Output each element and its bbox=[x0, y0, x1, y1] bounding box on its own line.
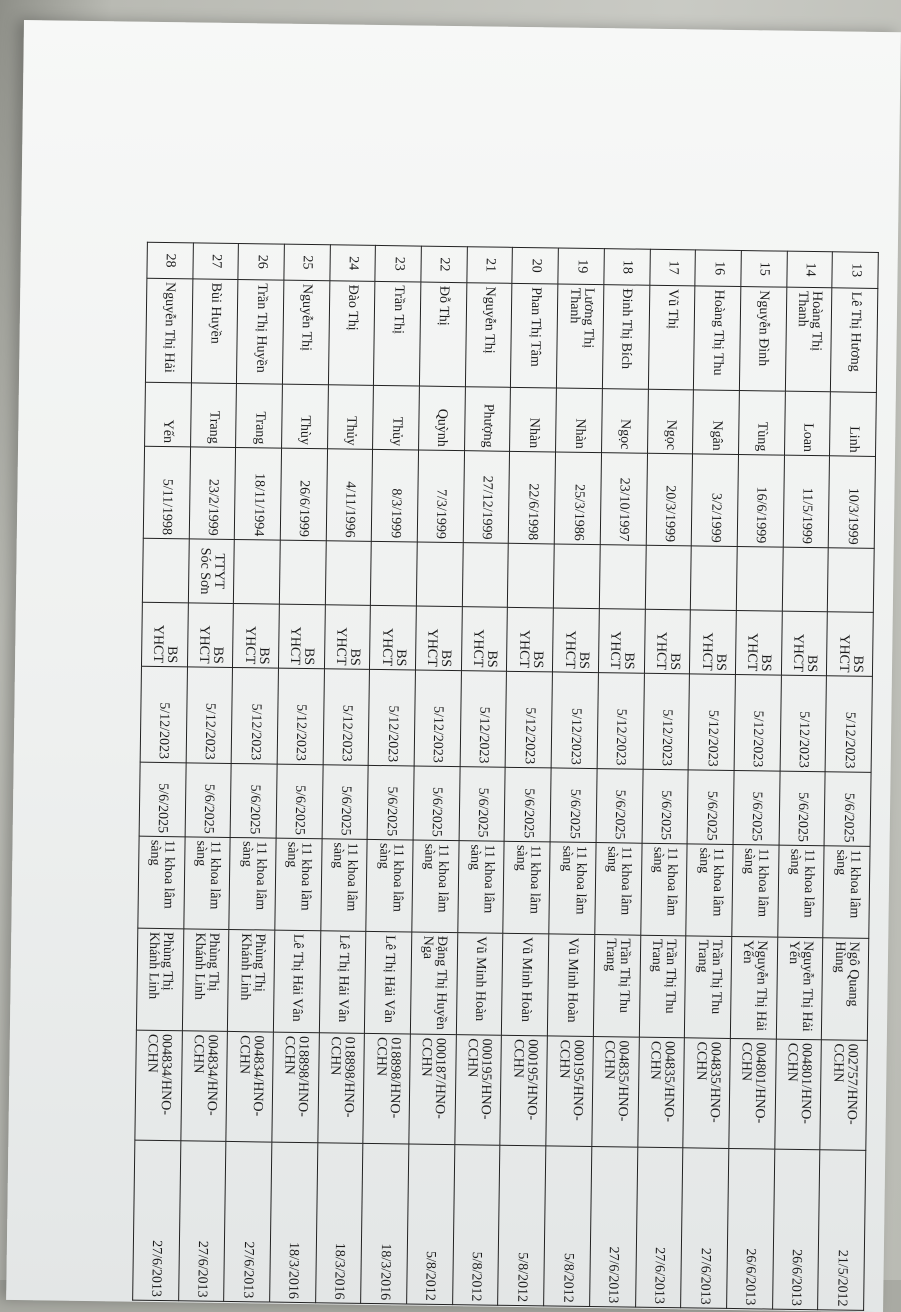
cell-license-number: 018898/HNO-CCHN bbox=[272, 1032, 319, 1143]
cell-degree: BS YHCT bbox=[598, 609, 645, 674]
cell-license-number: 002757/HNO-CCHN bbox=[820, 1040, 867, 1151]
cell-stt: 22 bbox=[421, 246, 467, 283]
cell-stt: 13 bbox=[832, 252, 878, 289]
cell-training-content: 11 khoa lâm sàng bbox=[138, 836, 185, 929]
cell-license-date: 27/6/2013 bbox=[133, 1140, 181, 1301]
cell-license-date: 26/6/2013 bbox=[772, 1149, 820, 1310]
cell-training-content: 11 khoa lâm sàng bbox=[412, 840, 459, 933]
cell-birth-date: 25/3/1986 bbox=[554, 452, 601, 545]
cell-given-name: Tùng bbox=[738, 391, 785, 456]
cell-stt: 19 bbox=[558, 248, 604, 285]
cell-degree: BS YHCT bbox=[279, 604, 326, 669]
cell-start-date: 5/12/2023 bbox=[734, 674, 781, 771]
cell-stt: 21 bbox=[467, 247, 513, 284]
cell-end-date: 5/6/2025 bbox=[733, 770, 780, 845]
cell-workplace bbox=[462, 543, 509, 608]
cell-training-content: 11 khoa lâm sàng bbox=[686, 844, 733, 937]
cell-workplace bbox=[599, 545, 646, 610]
cell-training-content: 11 khoa lâm sàng bbox=[549, 842, 596, 935]
rotated-table-container bbox=[132, 242, 879, 1310]
paper-sheet bbox=[6, 20, 901, 1312]
cell-end-date: 5/6/2025 bbox=[413, 766, 460, 841]
cell-degree: BS YHCT bbox=[781, 611, 828, 676]
cell-end-date: 5/6/2025 bbox=[779, 771, 826, 846]
cell-license-date: 5/8/2012 bbox=[407, 1144, 455, 1305]
cell-birth-date: 23/2/1999 bbox=[189, 447, 236, 540]
cell-degree: BS YHCT bbox=[324, 605, 371, 670]
cell-supervisor: Vũ Minh Hoàn bbox=[456, 933, 503, 1036]
cell-degree: BS YHCT bbox=[690, 610, 737, 675]
cell-start-date: 5/12/2023 bbox=[186, 667, 233, 764]
cell-surname: Phan Thị Tâm bbox=[511, 283, 558, 388]
cell-supervisor: Vũ Minh Hoàn bbox=[502, 933, 549, 1036]
cell-license-number: 000195/HNO-CCHN bbox=[455, 1035, 502, 1146]
cell-end-date: 5/6/2025 bbox=[642, 769, 689, 844]
cell-supervisor: Đặng Thị Huyền Nga bbox=[411, 932, 458, 1035]
cell-birth-date: 11/5/1999 bbox=[783, 455, 830, 548]
cell-surname: Nguyễn Đình bbox=[739, 287, 786, 392]
cell-degree: BS YHCT bbox=[507, 607, 554, 672]
cell-surname: Nguyễn Thị bbox=[465, 283, 512, 388]
cell-birth-date: 23/10/1997 bbox=[600, 453, 647, 546]
cell-stt: 25 bbox=[284, 244, 330, 281]
cell-supervisor: Lê Thị Hải Vân bbox=[319, 931, 366, 1034]
cell-surname: Đinh Thị Bích bbox=[602, 285, 649, 390]
cell-given-name: Thủy bbox=[327, 385, 374, 450]
cell-training-content: 11 khoa lâm sàng bbox=[458, 841, 505, 934]
cell-end-date: 5/6/2025 bbox=[322, 765, 369, 840]
trainee-table bbox=[132, 242, 879, 1311]
cell-supervisor: Lê Thị Hải Vân bbox=[273, 930, 320, 1033]
cell-license-number: 004835/HNO-CCHN bbox=[683, 1038, 730, 1149]
cell-birth-date: 26/6/1999 bbox=[280, 448, 327, 541]
cell-given-name: Trang bbox=[190, 383, 237, 448]
document-area bbox=[56, 111, 865, 1307]
cell-birth-date: 5/11/1998 bbox=[143, 446, 190, 539]
cell-training-content: 11 khoa lâm sàng bbox=[184, 837, 231, 930]
cell-training-content: 11 khoa lâm sàng bbox=[777, 845, 824, 938]
cell-license-date: 26/6/2013 bbox=[727, 1148, 775, 1309]
cell-workplace bbox=[691, 546, 738, 611]
cell-degree: BS YHCT bbox=[827, 612, 874, 677]
cell-start-date: 5/12/2023 bbox=[460, 671, 507, 768]
cell-supervisor: Vũ Minh Hoàn bbox=[548, 934, 595, 1037]
cell-given-name: Trang bbox=[236, 384, 283, 449]
cell-degree: BS YHCT bbox=[233, 603, 280, 668]
cell-given-name: Yến bbox=[145, 382, 192, 447]
cell-workplace bbox=[828, 548, 875, 613]
cell-stt: 14 bbox=[786, 251, 832, 288]
cell-degree: BS YHCT bbox=[141, 602, 188, 667]
cell-end-date: 5/6/2025 bbox=[276, 764, 323, 839]
cell-training-content: 11 khoa lâm sàng bbox=[321, 839, 368, 932]
cell-supervisor: Nguyễn Thị Hải Yến bbox=[730, 936, 777, 1039]
cell-end-date: 5/6/2025 bbox=[230, 763, 277, 838]
cell-degree: BS YHCT bbox=[461, 607, 508, 672]
cell-end-date: 5/6/2025 bbox=[596, 769, 643, 844]
cell-training-content: 11 khoa lâm sàng bbox=[229, 837, 276, 930]
cell-given-name: Loan bbox=[784, 391, 831, 456]
cell-workplace bbox=[142, 538, 189, 603]
cell-supervisor: Ngô Quang Hùng bbox=[822, 938, 869, 1041]
cell-stt: 17 bbox=[649, 249, 695, 286]
cell-license-number: 018898/HNO-CCHN bbox=[318, 1033, 365, 1144]
cell-stt: 27 bbox=[193, 243, 239, 280]
cell-license-number: 004834/HNO-CCHN bbox=[226, 1031, 273, 1142]
cell-workplace bbox=[645, 545, 692, 610]
cell-given-name: Quỳnh bbox=[419, 386, 466, 451]
cell-end-date: 5/6/2025 bbox=[368, 765, 415, 840]
cell-start-date: 5/12/2023 bbox=[825, 676, 872, 773]
cell-start-date: 5/12/2023 bbox=[277, 668, 324, 765]
cell-birth-date: 20/3/1999 bbox=[646, 453, 693, 546]
cell-supervisor: Nguyễn Thị Hải Yến bbox=[776, 937, 823, 1040]
cell-given-name: Thùy bbox=[282, 384, 329, 449]
cell-given-name: Ngân bbox=[693, 390, 740, 455]
cell-end-date: 5/6/2025 bbox=[824, 772, 871, 847]
cell-degree: BS YHCT bbox=[416, 606, 463, 671]
cell-degree: BS YHCT bbox=[644, 609, 691, 674]
cell-workplace bbox=[325, 541, 372, 606]
cell-start-date: 5/12/2023 bbox=[506, 671, 553, 768]
cell-degree: BS YHCT bbox=[553, 608, 600, 673]
cell-license-date: 21/5/2012 bbox=[818, 1150, 866, 1311]
cell-start-date: 5/12/2023 bbox=[780, 675, 827, 772]
cell-license-number: 000195/HNO-CCHN bbox=[500, 1035, 547, 1146]
cell-license-date: 27/6/2013 bbox=[635, 1147, 683, 1308]
cell-stt: 15 bbox=[741, 251, 787, 288]
cell-workplace bbox=[736, 547, 783, 612]
cell-given-name: Nhàn bbox=[556, 388, 603, 453]
cell-given-name: Ngọc bbox=[601, 389, 648, 454]
cell-birth-date: 8/3/1999 bbox=[372, 449, 419, 542]
cell-surname: Nguyễn Thị Hải bbox=[145, 278, 192, 383]
cell-start-date: 5/12/2023 bbox=[688, 674, 735, 771]
cell-start-date: 5/12/2023 bbox=[140, 666, 187, 763]
cell-start-date: 5/12/2023 bbox=[369, 669, 416, 766]
cell-license-date: 27/6/2013 bbox=[589, 1147, 637, 1308]
cell-birth-date: 7/3/1999 bbox=[417, 450, 464, 543]
cell-supervisor: Phùng Thị Khánh Linh bbox=[182, 929, 229, 1032]
cell-workplace bbox=[782, 547, 829, 612]
cell-license-date: 27/6/2013 bbox=[224, 1141, 272, 1302]
cell-end-date: 5/6/2025 bbox=[139, 762, 186, 837]
cell-supervisor: Phùng Thị Khánh Linh bbox=[136, 928, 183, 1031]
cell-license-number: 004801/HNO-CCHN bbox=[774, 1039, 821, 1150]
cell-training-content: 11 khoa lâm sàng bbox=[823, 846, 870, 939]
cell-stt: 28 bbox=[147, 242, 193, 279]
cell-start-date: 5/12/2023 bbox=[551, 672, 598, 769]
cell-supervisor: Trần Thị Thu Trang bbox=[593, 935, 640, 1038]
cell-end-date: 5/6/2025 bbox=[550, 768, 597, 843]
cell-stt: 16 bbox=[695, 250, 741, 287]
cell-supervisor: Trần Thị Thu Trang bbox=[639, 935, 686, 1038]
cell-surname: Trần Thị bbox=[374, 281, 421, 386]
cell-training-content: 11 khoa lâm sàng bbox=[595, 843, 642, 936]
cell-end-date: 5/6/2025 bbox=[459, 767, 506, 842]
cell-supervisor: Phùng Thị Khánh Linh bbox=[228, 929, 275, 1032]
cell-license-number: 000195/HNO-CCHN bbox=[546, 1036, 593, 1147]
cell-given-name: Thủy bbox=[373, 385, 420, 450]
cell-start-date: 5/12/2023 bbox=[414, 670, 461, 767]
cell-workplace bbox=[371, 541, 418, 606]
cell-degree: BS YHCT bbox=[370, 605, 417, 670]
cell-surname: Lương Thị Thanh bbox=[557, 284, 604, 389]
cell-birth-date: 16/6/1999 bbox=[737, 455, 784, 548]
cell-workplace bbox=[554, 544, 601, 609]
cell-surname: Hoàng Thị Thanh bbox=[785, 287, 832, 392]
cell-birth-date: 18/11/1994 bbox=[235, 448, 282, 541]
cell-birth-date: 22/6/1998 bbox=[509, 451, 556, 544]
cell-surname: Đào Thị bbox=[328, 281, 375, 386]
cell-training-content: 11 khoa lâm sàng bbox=[640, 843, 687, 936]
cell-workplace bbox=[234, 539, 281, 604]
cell-license-date: 18/3/2016 bbox=[315, 1143, 363, 1304]
cell-degree: BS YHCT bbox=[187, 603, 234, 668]
cell-license-number: 004801/HNO-CCHN bbox=[729, 1038, 776, 1149]
cell-license-date: 5/8/2012 bbox=[452, 1145, 500, 1306]
cell-birth-date: 3/2/1999 bbox=[691, 454, 738, 547]
cell-given-name: Linh bbox=[830, 392, 877, 457]
cell-surname: Vũ Thị bbox=[648, 285, 695, 390]
cell-supervisor: Trần Thị Thu Trang bbox=[685, 936, 732, 1039]
cell-given-name: Nhàn bbox=[510, 387, 557, 452]
cell-license-number: 004835/HNO-CCHN bbox=[637, 1037, 684, 1148]
cell-surname: Trần Thị Huyền bbox=[237, 280, 284, 385]
cell-surname: Đỗ Thị bbox=[420, 282, 467, 387]
cell-degree: BS YHCT bbox=[735, 611, 782, 676]
cell-workplace bbox=[508, 543, 555, 608]
cell-license-date: 18/3/2016 bbox=[270, 1142, 318, 1303]
cell-license-date: 18/3/2016 bbox=[361, 1143, 409, 1304]
cell-end-date: 5/6/2025 bbox=[687, 770, 734, 845]
cell-license-date: 5/8/2012 bbox=[498, 1145, 546, 1306]
cell-training-content: 11 khoa lâm sàng bbox=[503, 841, 550, 934]
cell-birth-date: 10/3/1999 bbox=[829, 456, 876, 549]
cell-surname: Nguyễn Thị bbox=[283, 280, 330, 385]
cell-training-content: 11 khoa lâm sàng bbox=[275, 838, 322, 931]
cell-start-date: 5/12/2023 bbox=[643, 673, 690, 770]
cell-given-name: Phượng bbox=[464, 387, 511, 452]
cell-license-date: 27/6/2013 bbox=[178, 1141, 226, 1302]
cell-license-number: 018898/HNO-CCHN bbox=[363, 1033, 410, 1144]
cell-stt: 24 bbox=[330, 245, 376, 282]
cell-start-date: 5/12/2023 bbox=[323, 669, 370, 766]
cell-training-content: 11 khoa lâm sàng bbox=[366, 839, 413, 932]
cell-stt: 18 bbox=[604, 249, 650, 286]
cell-license-date: 27/6/2013 bbox=[681, 1148, 729, 1309]
cell-start-date: 5/12/2023 bbox=[597, 673, 644, 770]
cell-license-number: 004835/HNO-CCHN bbox=[592, 1037, 639, 1148]
cell-stt: 26 bbox=[238, 244, 284, 281]
cell-stt: 23 bbox=[375, 245, 421, 282]
cell-end-date: 5/6/2025 bbox=[505, 767, 552, 842]
cell-birth-date: 27/12/1999 bbox=[463, 451, 510, 544]
table-body bbox=[133, 242, 879, 1310]
cell-workplace bbox=[416, 542, 463, 607]
cell-license-number: 004834/HNO-CCHN bbox=[135, 1030, 182, 1141]
cell-surname: Bùi Huyền bbox=[191, 279, 238, 384]
cell-stt: 20 bbox=[512, 247, 558, 284]
cell-license-date: 5/8/2012 bbox=[544, 1146, 592, 1307]
cell-given-name: Ngọc bbox=[647, 389, 694, 454]
cell-license-number: 004834/HNO-CCHN bbox=[181, 1031, 228, 1142]
cell-workplace bbox=[279, 540, 326, 605]
cell-birth-date: 4/11/1996 bbox=[326, 449, 373, 542]
cell-surname: Hoàng Thị Thu bbox=[694, 286, 741, 391]
cell-license-number: 000187/HNO-CCHN bbox=[409, 1034, 456, 1145]
cell-surname: Lê Thị Hương bbox=[831, 288, 878, 393]
cell-start-date: 5/12/2023 bbox=[232, 667, 279, 764]
cell-end-date: 5/6/2025 bbox=[185, 763, 232, 838]
cell-training-content: 11 khoa lâm sàng bbox=[732, 844, 779, 937]
cell-workplace: TTYT Sóc Sơn bbox=[188, 539, 235, 604]
cell-supervisor: Lê Thị Hải Vân bbox=[365, 931, 412, 1034]
